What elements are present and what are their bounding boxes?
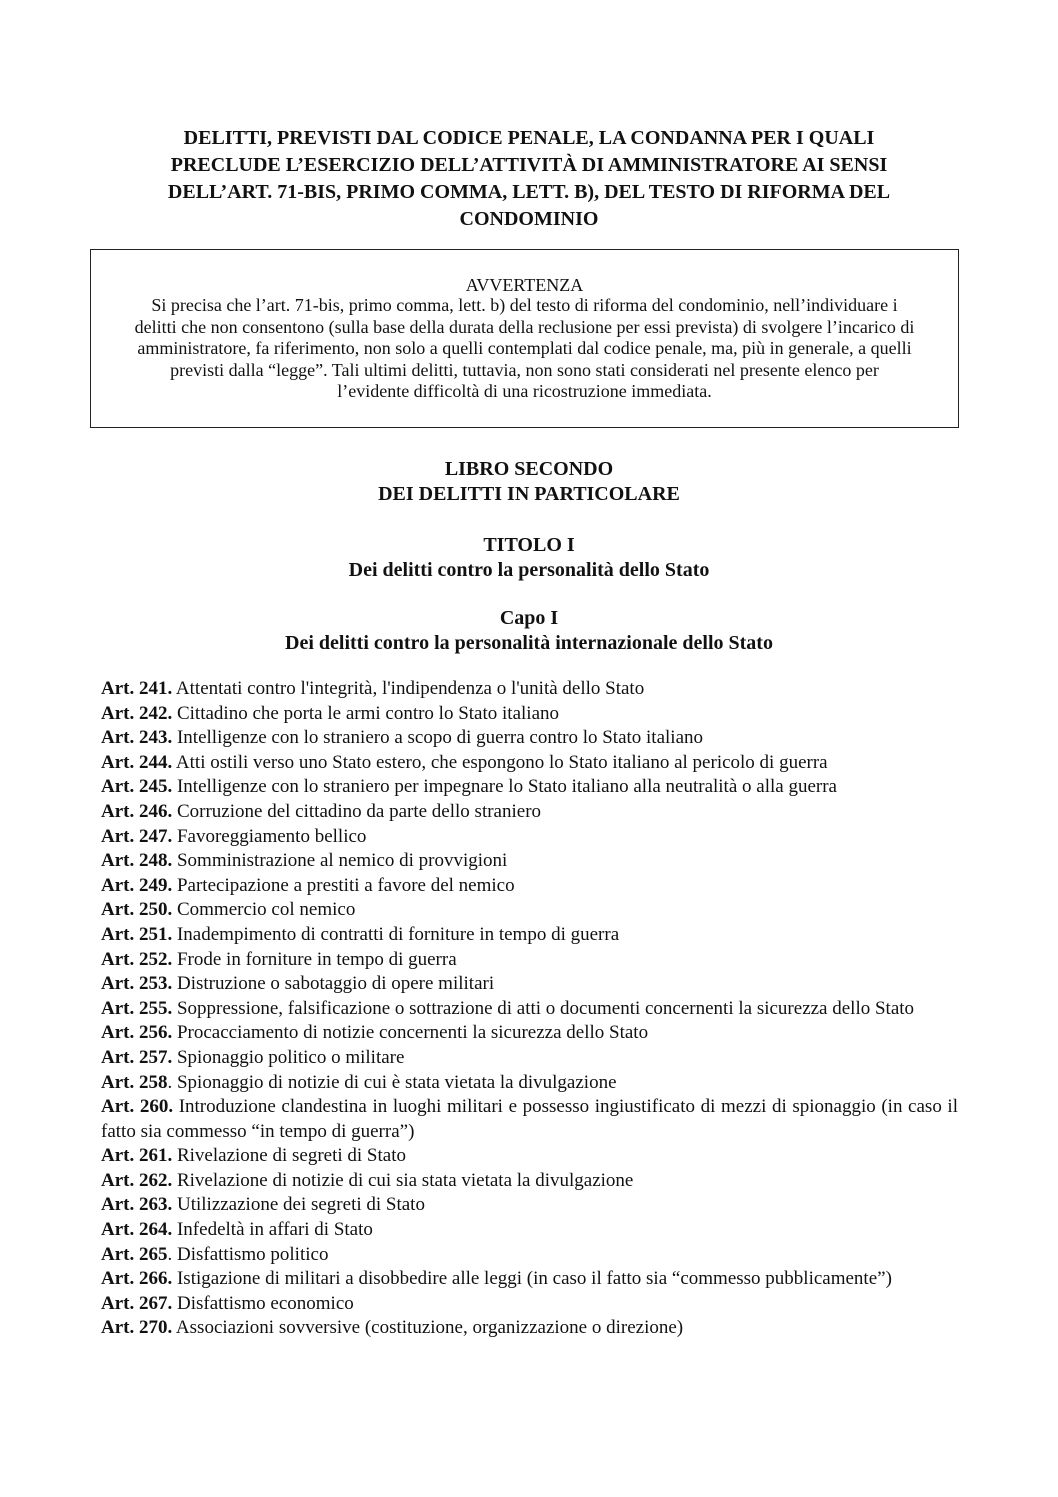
- article-title: Somministrazione al nemico di provvigioni: [172, 850, 508, 872]
- article-number: Art. 242.: [101, 702, 173, 724]
- article-item: [101, 1095, 958, 1144]
- article-number: Art. 263.: [101, 1194, 173, 1216]
- article-title: Favoreggiamento bellico: [172, 825, 367, 847]
- article-item: [101, 1193, 958, 1218]
- document-title: [120, 125, 938, 233]
- article-title: . Spionaggio di notizie di cui è stata vietata la divulgazione: [167, 1071, 617, 1093]
- article-number: Art. 253.: [101, 973, 173, 995]
- notice-line: previsti dalla “legge”. Tali ultimi delitti, tuttavia, non sono stati considerati nel presente elenco per: [170, 359, 879, 380]
- article-number: Art. 270.: [101, 1317, 173, 1339]
- article-number: Art. 266.: [101, 1268, 173, 1290]
- notice-line: amministratore, fa riferimento, non solo a quelli contemplati dal codice penale, ma, più in generale, a quelli: [137, 338, 912, 358]
- article-number: Art. 258: [101, 1071, 168, 1093]
- titolo-line-2: Dei delitti contro la personalità dello Stato: [348, 559, 710, 581]
- article-title: Inadempimento di contratti di forniture in tempo di guerra: [172, 923, 620, 945]
- article-number: Art. 260.: [101, 1096, 174, 1118]
- article-number: Art. 257.: [101, 1046, 173, 1068]
- article-item: [101, 898, 958, 923]
- article-list: [101, 677, 958, 1341]
- libro-line-1: LIBRO SECONDO: [444, 458, 614, 480]
- article-title: Disfattismo economico: [172, 1292, 354, 1314]
- article-number: Art. 251.: [101, 923, 173, 945]
- article-title: Introduzione clandestina in luoghi militari e possesso ingiustificato di mezzi di spionaggio (in caso il fatto sia commesso “in tempo di guerra”): [101, 1096, 958, 1142]
- article-number: Art. 267.: [101, 1292, 173, 1314]
- article-title: Associazioni sovversive (costituzione, organizzazione o direzione): [172, 1317, 684, 1339]
- article-item: [101, 874, 958, 899]
- article-number: Art. 262.: [101, 1169, 173, 1191]
- article-item: [101, 775, 958, 800]
- article-item: [101, 702, 958, 727]
- article-number: Art. 265: [101, 1243, 168, 1265]
- titolo-line-1: TITOLO I: [483, 534, 575, 556]
- capo-line-1: Capo I: [499, 607, 559, 629]
- article-item: [101, 1046, 958, 1071]
- article-title: Procacciamento di notizie concernenti la sicurezza dello Stato: [172, 1022, 649, 1044]
- notice-heading: AVVERTENZA: [465, 275, 584, 295]
- article-title: Corruzione del cittadino da parte dello straniero: [172, 800, 542, 822]
- article-item: [101, 1316, 958, 1341]
- article-number: Art. 255.: [101, 997, 173, 1019]
- article-title: Soppressione, falsificazione o sottrazione di atti o documenti concernenti la sicurezza dello Stato: [172, 997, 915, 1019]
- title-line: PRECLUDE L’ESERCIZIO DELL’ATTIVITÀ DI AMMINISTRATORE AI SENSI: [170, 154, 888, 176]
- article-number: Art. 264.: [101, 1219, 173, 1241]
- article-title: . Disfattismo politico: [167, 1243, 329, 1265]
- article-number: Art. 245.: [101, 776, 173, 798]
- article-number: Art. 256.: [101, 1022, 173, 1044]
- article-title: Partecipazione a prestiti a favore del nemico: [172, 874, 515, 896]
- notice-line: Si precisa che l’art. 71-bis, primo comma, lett. b) del testo di riforma del condominio, nell’individuare i: [151, 295, 898, 315]
- article-number: Art. 252.: [101, 948, 173, 970]
- article-title: Intelligenze con lo straniero a scopo di guerra contro lo Stato italiano: [172, 727, 704, 749]
- article-item: [101, 751, 958, 776]
- article-title: Frode in forniture in tempo di guerra: [172, 948, 457, 970]
- capo-line-2: Dei delitti contro la personalità internazionale dello Stato: [285, 632, 773, 654]
- article-number: Art. 247.: [101, 825, 173, 847]
- article-item: [101, 923, 958, 948]
- article-title: Attentati contro l'integrità, l'indipendenza o l'unità dello Stato: [172, 678, 645, 699]
- capo-heading: [100, 606, 958, 656]
- article-item: [101, 1218, 958, 1243]
- article-title: Rivelazione di notizie di cui sia stata vietata la divulgazione: [172, 1169, 634, 1191]
- article-number: Art. 244.: [101, 751, 173, 773]
- article-item: [101, 677, 958, 702]
- article-item: [101, 972, 958, 997]
- article-item: [101, 1021, 958, 1046]
- title-line: CONDOMINIO: [459, 208, 599, 230]
- article-title: Cittadino che porta le armi contro lo Stato italiano: [172, 702, 559, 724]
- article-number: Art. 249.: [101, 874, 173, 896]
- article-item: [101, 849, 958, 874]
- article-title: Spionaggio politico o militare: [172, 1046, 405, 1068]
- article-title: Utilizzazione dei segreti di Stato: [172, 1194, 425, 1216]
- article-number: Art. 250.: [101, 899, 173, 921]
- article-item: [101, 1243, 958, 1268]
- article-item: [101, 1267, 958, 1292]
- article-item: [101, 825, 958, 850]
- article-item: [101, 1292, 958, 1317]
- article-item: [101, 1169, 958, 1194]
- article-number: Art. 248.: [101, 850, 173, 872]
- article-title: Intelligenze con lo straniero per impegnare lo Stato italiano alla neutralità o alla guerra: [172, 776, 837, 798]
- article-item: [101, 800, 958, 825]
- article-title: Infedeltà in affari di Stato: [172, 1219, 373, 1241]
- article-number: Art. 261.: [101, 1145, 173, 1167]
- notice-line: delitti che non consentono (sulla base della durata della reclusione per essi prevista) di svolgere l’incarico di: [134, 316, 915, 337]
- article-title: Atti ostili verso uno Stato estero, che espongono lo Stato italiano al pericolo di guerra: [172, 751, 828, 773]
- title-line: DELITTI, PREVISTI DAL CODICE PENALE, LA CONDANNA PER I QUALI: [183, 127, 875, 149]
- article-item: [101, 1144, 958, 1169]
- article-item: [101, 726, 958, 751]
- article-item: [101, 948, 958, 973]
- article-number: Art. 241.: [101, 678, 173, 699]
- article-title: Commercio col nemico: [172, 899, 356, 921]
- notice-line: l’evidente difficoltà di una ricostruzione immediata.: [337, 381, 712, 401]
- article-title: Istigazione di militari a disobbedire alle leggi (in caso il fatto sia “commesso pubblicamente”): [172, 1268, 892, 1290]
- article-item: [101, 997, 958, 1022]
- libro-heading: [100, 457, 958, 507]
- article-title: Rivelazione di segreti di Stato: [172, 1145, 406, 1167]
- notice-body: [91, 295, 958, 403]
- title-line: DELL’ART. 71-BIS, PRIMO COMMA, LETT. B), DEL TESTO DI RIFORMA DEL: [167, 181, 891, 203]
- article-item: [101, 1071, 958, 1096]
- article-title: Distruzione o sabotaggio di opere militari: [172, 973, 495, 995]
- titolo-heading: [100, 533, 958, 583]
- libro-line-2: DEI DELITTI IN PARTICOLARE: [378, 483, 680, 505]
- article-number: Art. 243.: [101, 727, 173, 749]
- article-number: Art. 246.: [101, 800, 173, 822]
- notice-box: [90, 249, 959, 428]
